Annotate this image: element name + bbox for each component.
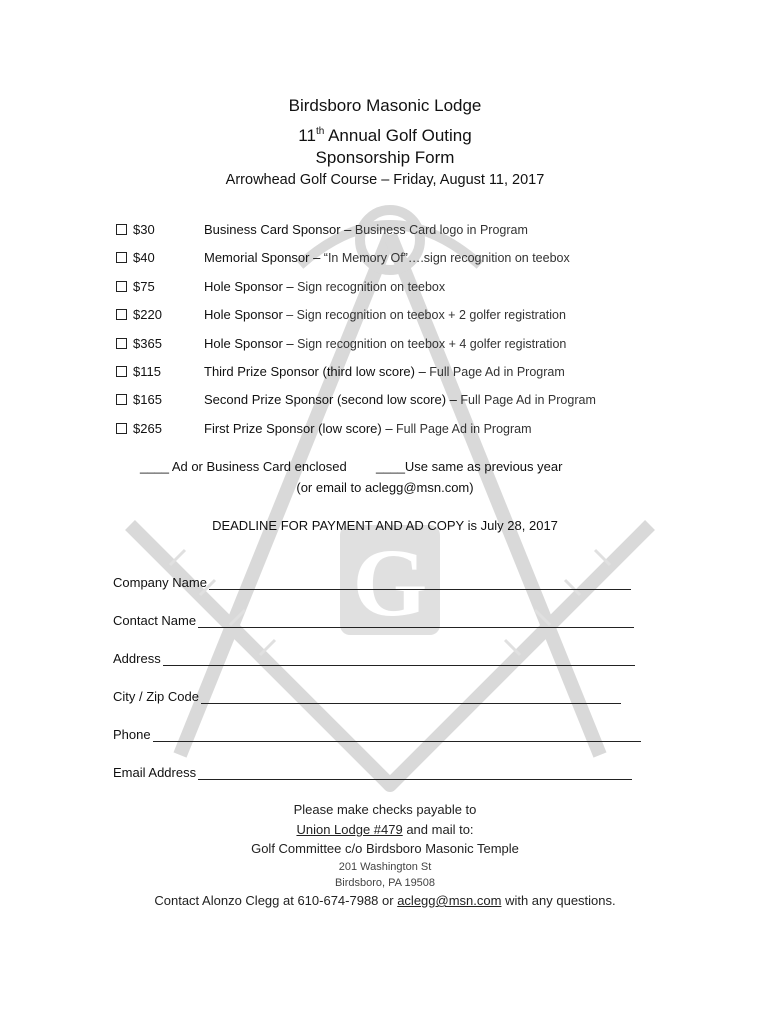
- lodge-title: Birdsboro Masonic Lodge: [288, 96, 482, 115]
- checkbox[interactable]: [116, 252, 127, 263]
- city-zip-field[interactable]: City / Zip Code: [113, 689, 621, 709]
- company-name-field[interactable]: Company Name: [113, 575, 631, 595]
- svg-text:G: G: [352, 529, 428, 636]
- form-title: Sponsorship Form: [315, 148, 455, 167]
- deadline-notice: DEADLINE FOR PAYMENT AND AD COPY is July 28, 2017: [212, 518, 558, 533]
- checkbox[interactable]: [116, 224, 127, 235]
- checkbox[interactable]: [116, 281, 127, 292]
- checkbox[interactable]: [116, 423, 127, 434]
- checkbox[interactable]: [116, 394, 127, 405]
- phone-field[interactable]: Phone: [113, 727, 641, 747]
- street-line: 201 Washington St: [338, 861, 432, 873]
- use-previous-option[interactable]: ____Use same as previous year: [376, 459, 563, 474]
- lodge-name: Union Lodge #479: [296, 822, 403, 837]
- payable-note: Please make checks payable to: [293, 802, 477, 817]
- city-line: Birdsboro, PA 19508: [334, 877, 436, 889]
- sponsorship-form-page: G Birdsboro Masonic Lodge 11th Annual Golf Outing Sponsorship Form Arrowhead Golf Course – Friday, August 11, 2017 $30 Business Card Sponsor – Business Card logo in Program $40 Memorial Sponsor – “In Memory Of”….sign recognition on teebox $75 Hole Sponsor – Sign recognition on teebox $220 Hole Sponsor – Sign recognition on teebox + 2 golfer registration $365 Hole Sponsor – Sign recognition on teebox + 4 golfer registration $115 Third Prize Sponsor (third low score) – Full Page Ad in Program $165 Second Prize Sponsor (second low score) – Full Page Ad in Program $265 First Prize Sponsor (low score) – Full Page Ad in Program ____ Ad or Business Card enclosed ____Use same as previous year (or email to aclegg@msn.com) DEADLINE FOR PAYMENT AND AD COPY is July 28, 2017 Company Name Contact Name Address City / Zip Code Phone Email Address Please make checks payable to Union Lodge #479 and mail to: Golf Committee c/o Birdsboro Masonic Temple 201 Washington St Birdsboro, PA 19508 Contact Alonzo Clegg at 610-674-7988 or aclegg@msn.com with any questions.: [0, 0, 770, 1024]
- checkbox[interactable]: [116, 309, 127, 320]
- checkbox[interactable]: [116, 338, 127, 349]
- committee-line: Golf Committee c/o Birdsboro Masonic Temple: [251, 841, 519, 856]
- course-date-line: Arrowhead Golf Course – Friday, August 11, 2017: [225, 172, 545, 188]
- ad-email-link[interactable]: aclegg@msn.com: [365, 480, 470, 495]
- checkbox[interactable]: [116, 366, 127, 377]
- contact-line: Contact Alonzo Clegg at 610-674-7988 or aclegg@msn.com with any questions.: [154, 893, 616, 908]
- email-ad-note: (or email to aclegg@msn.com): [296, 480, 474, 495]
- event-title: 11th Annual Golf Outing: [298, 126, 472, 145]
- payee-line: Union Lodge #479 and mail to:: [296, 822, 474, 837]
- ad-enclosed-option[interactable]: ____ Ad or Business Card enclosed: [140, 459, 347, 474]
- contact-name-field[interactable]: Contact Name: [113, 613, 634, 633]
- email-address-field[interactable]: Email Address: [113, 765, 632, 785]
- contact-email-link[interactable]: aclegg@msn.com: [397, 893, 502, 908]
- address-field[interactable]: Address: [113, 651, 635, 671]
